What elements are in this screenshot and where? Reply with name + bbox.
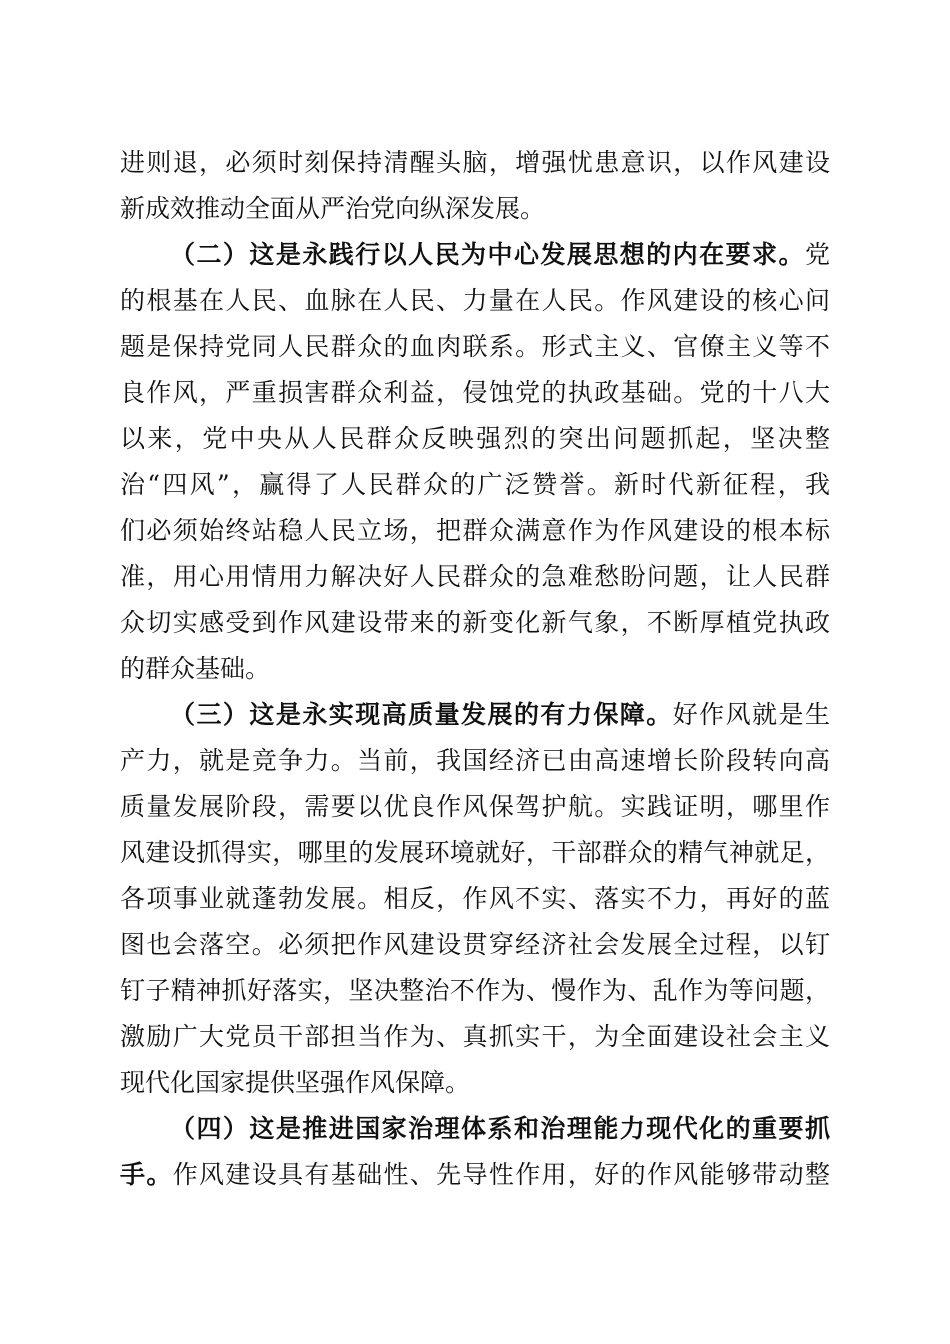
text-run: 好作风就是生 xyxy=(672,700,830,729)
paragraph-3-line-7 xyxy=(120,969,830,1013)
paragraph-3-line-3 xyxy=(120,785,830,829)
paragraph-1-line-1 xyxy=(120,141,830,185)
text-run: 准，用心用情用力解决好人民群众的急难愁盼问题，让人民群 xyxy=(120,562,830,591)
paragraph-2-line-7 xyxy=(120,509,830,553)
paragraph-4-line-1 xyxy=(170,1107,830,1151)
text-run: 各项事业就蓬勃发展。相反，作风不实、落实不力，再好的蓝 xyxy=(120,884,830,913)
paragraph-3-line-4 xyxy=(120,831,830,875)
paragraph-2-line-2 xyxy=(120,279,830,323)
paragraph-2-line-6 xyxy=(120,463,830,507)
paragraph-3-line-6 xyxy=(120,923,830,967)
text-run: 风建设抓得实，哪里的发展环境就好，干部群众的精气神就足， xyxy=(120,838,830,867)
text-run: 众切实感受到作风建设带来的新变化新气象，不断厚植党执政 xyxy=(120,608,830,637)
paragraph-2-line-4 xyxy=(120,371,830,415)
text-run: 的群众基础。 xyxy=(120,654,271,683)
paragraph-3-line-9 xyxy=(120,1061,830,1105)
text-run: 题是保持党同人民群众的血肉联系。形式主义、官僚主义等不 xyxy=(120,332,830,361)
section-heading-4: （四）这是推进国家治理体系和治理能力现代化的重要抓 xyxy=(170,1114,830,1143)
text-run: 质量发展阶段，需要以优良作风保驾护航。实践证明，哪里作 xyxy=(120,792,830,821)
paragraph-3-line-8 xyxy=(120,1015,830,1059)
paragraph-2-line-10 xyxy=(120,647,830,691)
text-run: 钉子精神抓好落实，坚决整治不作为、慢作为、乱作为等问题， xyxy=(120,976,830,1005)
text-run: 党 xyxy=(804,240,830,269)
section-heading-3: （三）这是永实现高质量发展的有力保障。 xyxy=(170,700,673,729)
paragraph-2-line-5 xyxy=(120,417,830,461)
paragraph-4-line-2 xyxy=(120,1153,830,1197)
paragraph-2-line-3 xyxy=(120,325,830,369)
paragraph-3-line-1 xyxy=(170,693,830,737)
paragraph-3-line-5 xyxy=(120,877,830,921)
text-run: 激励广大党员干部担当作为、真抓实干，为全面建设社会主义 xyxy=(120,1022,830,1051)
text-run: 们必须始终站稳人民立场，把群众满意作为作风建设的根本标 xyxy=(120,516,830,545)
text-run: 产力，就是竞争力。当前，我国经济已由高速增长阶段转向高 xyxy=(120,746,830,775)
text-run: 以来，党中央从人民群众反映强烈的突出问题抓起，坚决整 xyxy=(120,424,830,453)
text-run: 新成效推动全面从严治党向纵深发展。 xyxy=(120,194,546,223)
paragraph-2-line-8 xyxy=(120,555,830,599)
text-run: 良作风，严重损害群众利益，侵蚀党的执政基础。党的十八大 xyxy=(120,378,830,407)
text-run: 图也会落空。必须把作风建设贯穿经济社会发展全过程，以钉 xyxy=(120,930,830,959)
paragraph-2-line-9 xyxy=(120,601,830,645)
paragraph-2-line-1 xyxy=(170,233,830,277)
text-run: 治“四风”，赢得了人民群众的广泛赞誉。新时代新征程，我 xyxy=(120,470,830,499)
section-heading-4-end: 手。 xyxy=(120,1160,173,1189)
section-heading-2: （二）这是永践行以人民为中心发展思想的内在要求。 xyxy=(170,240,805,269)
paragraph-1-line-2 xyxy=(120,187,830,231)
paragraph-3-line-2 xyxy=(120,739,830,783)
text-run: 进则退，必须时刻保持清醒头脑，增强忧患意识，以作风建设 xyxy=(120,148,830,177)
text-run: 的根基在人民、血脉在人民、力量在人民。作风建设的核心问 xyxy=(120,286,830,315)
text-run: 作风建设具有基础性、先导性作用，好的作风能够带动整 xyxy=(172,1160,830,1189)
text-run: 现代化国家提供坚强作风保障。 xyxy=(120,1068,471,1097)
